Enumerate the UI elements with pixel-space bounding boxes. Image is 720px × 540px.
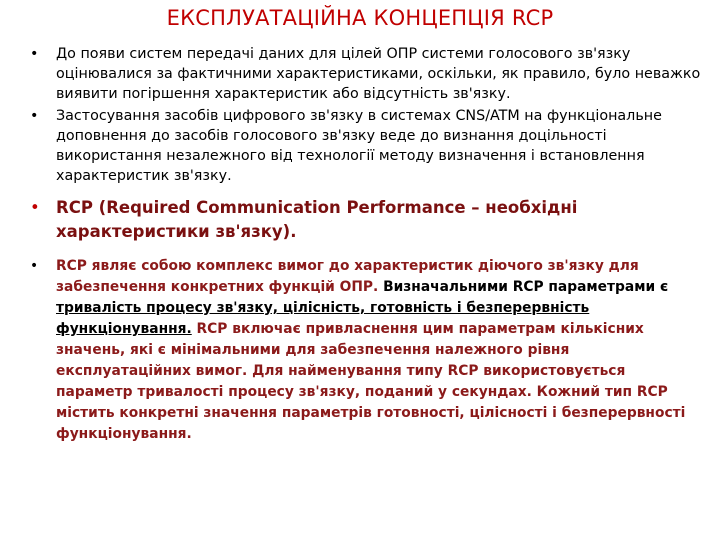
- bullet-item-rcp-definition: [26, 256, 706, 445]
- rcp-parameters-underlined: тривалість процесу зв'язку, цілісність, готовність і безперервність функціонування.: [56, 300, 590, 337]
- rcp-heading-text: RCP (Required Communication Performance – необхідні характеристики зв'язку).: [56, 198, 578, 241]
- slide-title: ЕКСПЛУАТАЦІЙНА КОНЦЕПЦІЯ RCP: [166, 6, 554, 30]
- bullet-marker: •: [30, 198, 40, 217]
- rcp-definition-part-4: RCP включає привласнення цим параметрам кількісних значень, які є мінімальними для забезпечення належного рівня експлуатаційних вимог. Для найменування типу RCP використовується параметр тривалості процесу зв'язку, поданий у секундах. Кожний тип RCP містить конкретні значення параметрів готовності, цілісності і безперервності функціонування.: [56, 321, 686, 442]
- rcp-definition-part-1: RCP являє собою комплекс вимог до характеристик діючого зв'язку для забезпечення конкретних функцій ОПР.: [56, 258, 639, 295]
- bullet-list: [26, 44, 706, 445]
- bullet-item-rcp-heading: [26, 196, 706, 244]
- bullet-marker: •: [30, 108, 39, 124]
- bullet-marker: •: [30, 258, 39, 274]
- bullet-item: [26, 106, 706, 186]
- bullet-text: До появи систем передачі даних для цілей ОПР системи голосового зв'язку оцінювалися за фактичними характеристиками, оскільки, як правило, було неважко виявити погіршення характеристик або відсутність зв'язку.: [56, 46, 701, 102]
- bullet-text: Застосування засобів цифрового зв'язку в системах CNS/ATM на функціональне доповнення до засобів голосового зв'язку веде до визнання доцільності використання незалежного від технології методу визначення і встановлення характеристик зв'язку.: [56, 108, 662, 184]
- rcp-definition-part-2: Визначальними RCP параметрами є: [383, 279, 669, 295]
- bullet-item: [26, 44, 706, 104]
- bullet-marker: •: [30, 46, 39, 62]
